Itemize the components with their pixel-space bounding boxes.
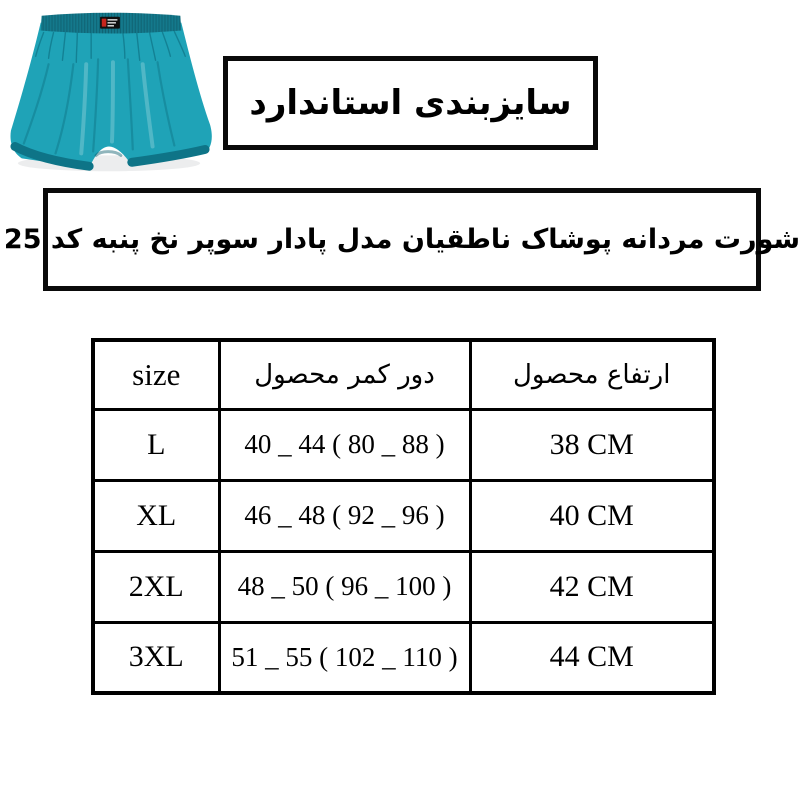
waist-cell: 48 _ 50 ( 96 _ 100 ): [219, 551, 470, 622]
boxer-shorts-illustration: [4, 4, 214, 174]
size-row-3XL: [93, 622, 714, 693]
height-cell: 44 CM: [470, 622, 714, 693]
description-box: [3, 188, 800, 291]
height-cell: 38 CM: [470, 409, 714, 480]
description-text: شورت مردانه پوشاک ناطقیان مدل پادار سوپر نخ پنبه کد 25: [3, 224, 800, 255]
header-product-height: ارتفاع محصول: [470, 340, 714, 409]
size-cell: 2XL: [93, 551, 219, 622]
header-size: size: [93, 340, 219, 409]
size-cell: L: [93, 409, 219, 480]
crotch-shadow: [96, 152, 121, 156]
title-text: سایزبندی استاندارد: [249, 83, 572, 123]
size-row-XL: [93, 480, 714, 551]
waist-cell: 46 _ 48 ( 92 _ 96 ): [219, 480, 470, 551]
product-photo: [4, 4, 214, 174]
size-table-header-row: [93, 340, 714, 409]
size-cell: XL: [93, 480, 219, 551]
height-cell: 42 CM: [470, 551, 714, 622]
brand-label: [100, 17, 120, 29]
header-waist-circumference: دور کمر محصول: [219, 340, 470, 409]
height-cell: 40 CM: [470, 480, 714, 551]
brand-label-red-mark: [102, 19, 107, 27]
title-box: [223, 56, 598, 150]
size-row-2XL: [93, 551, 714, 622]
size-table: [91, 338, 716, 695]
size-cell: 3XL: [93, 622, 219, 693]
size-row-L: [93, 409, 714, 480]
waist-cell: 40 _ 44 ( 80 _ 88 ): [219, 409, 470, 480]
waist-cell: 51 _ 55 ( 102 _ 110 ): [219, 622, 470, 693]
